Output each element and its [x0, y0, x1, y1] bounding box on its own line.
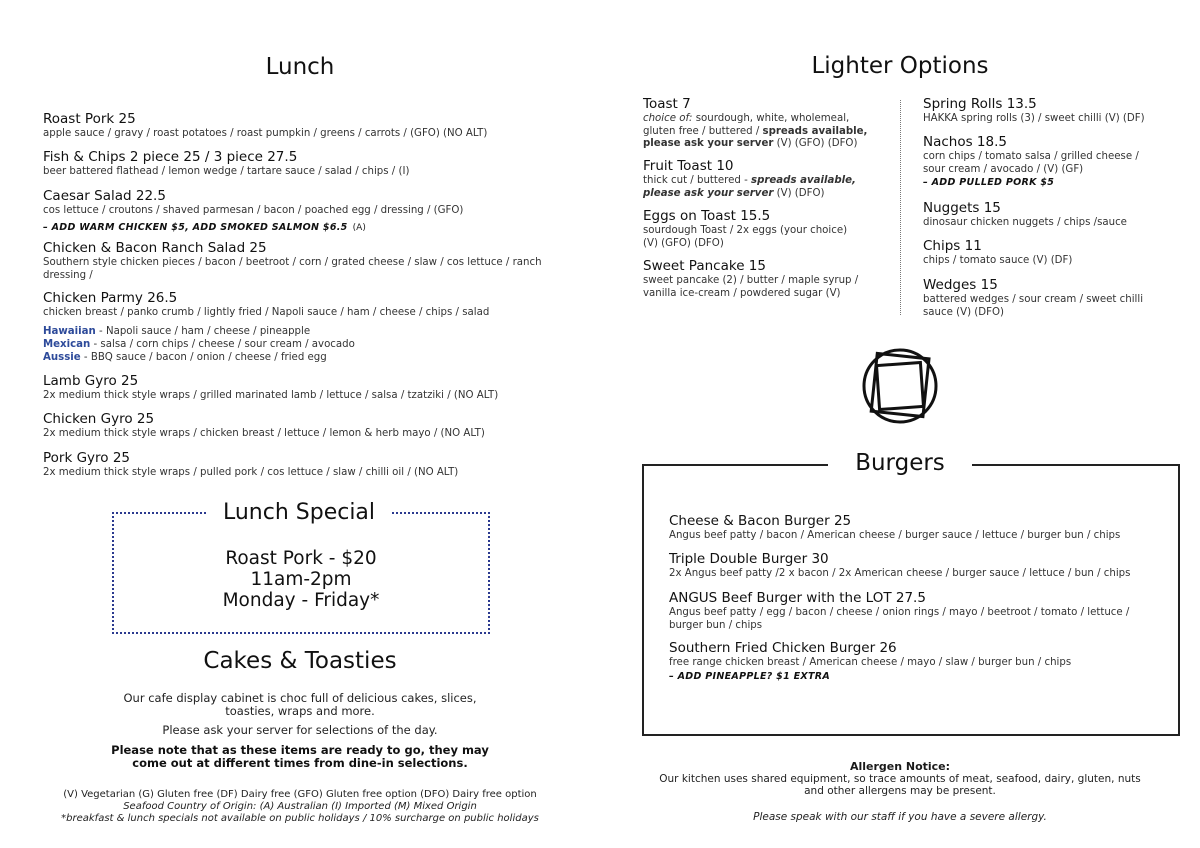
item-desc: chips / tomato sauce (V) (DF): [923, 255, 1073, 266]
item-desc: choice of: sourdough, white, wholemeal, gluten free / buttered / spreads available, please ask your server (V) (GFO) (DFO): [643, 113, 868, 149]
menu-item-triple-double-burger: [669, 551, 1149, 581]
cakes-timing-note: Please note that as these items are ready to go, they may come out at different times from dine-in selections.: [111, 743, 489, 770]
special-line-1: Roast Pork - $20: [225, 548, 377, 569]
item-name: ANGUS Beef Burger with the LOT 27.5: [669, 590, 926, 606]
menu-item-fish-chips: [43, 149, 563, 179]
square-in-circle-logo-icon: [858, 344, 942, 428]
allergen-footer: Please speak with our staff if you have a severe allergy.: [753, 811, 1047, 823]
item-desc: dinosaur chicken nuggets / chips /sauce: [923, 217, 1127, 228]
item-name: Chicken & Bacon Ranch Salad 25: [43, 240, 267, 256]
item-name: Southern Fried Chicken Burger 26: [669, 640, 897, 656]
item-name: Lamb Gyro 25: [43, 373, 139, 389]
item-addon-note: – ADD WARM CHICKEN $5, ADD SMOKED SALMON $6.5: [43, 221, 348, 233]
menu-item-toast: [643, 96, 878, 151]
item-name: Spring Rolls 13.5: [923, 96, 1037, 112]
item-name: Chicken Parmy 26.5: [43, 290, 178, 306]
item-tag: (A): [352, 222, 366, 233]
menu-item-chips: [923, 238, 1158, 268]
legend-seafood-origin: Seafood Country of Origin: (A) Australian (I) Imported (M) Mixed Origin: [123, 801, 477, 812]
menu-item-fruit-toast: [643, 158, 878, 200]
item-addon-note: – ADD PULLED PORK $5: [923, 177, 1055, 188]
item-name: Roast Pork 25: [43, 111, 136, 127]
item-desc: 2x medium thick style wraps / grilled marinated lamb / lettuce / salsa / tzatziki / (NO ALT): [43, 390, 499, 401]
menu-item-roast-pork: [43, 111, 563, 141]
item-desc: cos lettuce / croutons / shaved parmesan / bacon / poached egg / dressing / (GFO): [43, 205, 464, 216]
menu-item-cheese-bacon-burger: [669, 513, 1149, 543]
allergen-body: Our kitchen uses shared equipment, so trace amounts of meat, seafood, dairy, gluten, nuts and other allergens may be present.: [659, 773, 1141, 797]
legend-dietary-codes: (V) Vegetarian (G) Gluten free (DF) Dairy free (GFO) Gluten free option (DFO) Dairy free option: [63, 789, 537, 800]
item-name: Chicken Gyro 25: [43, 411, 155, 427]
cakes-title: Cakes & Toasties: [203, 648, 397, 674]
item-addon-note: – ADD PINEAPPLE? $1 EXTRA: [669, 670, 831, 682]
menu-item-nuggets: [923, 200, 1158, 230]
item-desc: battered wedges / sour cream / sweet chilli sauce (V) (DFO): [923, 294, 1144, 318]
menu-item-wedges: [923, 277, 1158, 319]
item-desc: sweet pancake (2) / butter / maple syrup / vanilla ice-cream / powdered sugar (V): [643, 275, 859, 299]
parmy-variants: [43, 325, 543, 364]
burgers-title: Burgers: [828, 450, 972, 476]
menu-item-southern-fried-chicken-burger: [669, 640, 1149, 684]
menu-item-pork-gyro: [43, 450, 563, 480]
item-name: Nachos 18.5: [923, 134, 1007, 150]
item-desc: Angus beef patty / bacon / American cheese / burger sauce / lettuce / burger bun / chips: [669, 530, 1121, 541]
item-tags: (V) (GFO) (DFO): [643, 237, 724, 249]
cakes-ask-server: Please ask your server for selections of the day.: [162, 723, 438, 737]
allergen-notice: [650, 760, 1150, 823]
lunch-title: Lunch: [265, 54, 335, 80]
special-line-2: 11am-2pm: [250, 569, 352, 590]
item-name: Chips 11: [923, 238, 982, 254]
lunch-special-details: [112, 548, 490, 611]
item-name: Eggs on Toast 15.5: [643, 208, 771, 224]
item-desc: Angus beef patty / egg / bacon / cheese / onion rings / mayo / beetroot / tomato / lettuce / burger bun / chips: [669, 607, 1130, 631]
menu-item-angus-lot-burger: [669, 590, 1139, 632]
allergen-title: Allergen Notice:: [849, 760, 951, 773]
variant-hawaiian: Hawaiian - Napoli sauce / ham / cheese / pineapple: [43, 326, 311, 337]
menu-item-nachos: [923, 134, 1158, 190]
menu-item-caesar-salad: [43, 188, 563, 235]
menu-item-eggs-on-toast: [643, 208, 878, 250]
item-desc: sourdough Toast / 2x eggs (your choice): [643, 225, 848, 236]
item-name: Fruit Toast 10: [643, 158, 734, 174]
item-desc: chicken breast / panko crumb / lightly fried / Napoli sauce / ham / cheese / chips / salad: [43, 307, 490, 318]
item-desc: thick cut / buttered - spreads available, please ask your server (V) (DFO): [643, 175, 856, 199]
item-desc: 2x Angus beef patty /2 x bacon / 2x American cheese / burger sauce / lettuce / bun / chips: [669, 568, 1131, 579]
item-desc: corn chips / tomato salsa / grilled cheese / sour cream / avocado / (V) (GF): [923, 151, 1139, 175]
item-desc: apple sauce / gravy / roast potatoes / roast pumpkin / greens / carrots / (GFO) (NO ALT): [43, 128, 488, 139]
menu-item-chicken-gyro: [43, 411, 563, 441]
menu-item-chicken-bacon-ranch: [43, 240, 563, 282]
item-name: Fish & Chips 2 piece 25 / 3 piece 27.5: [43, 149, 298, 165]
item-name: Pork Gyro 25: [43, 450, 131, 466]
menu-item-sweet-pancake: [643, 258, 878, 300]
cakes-desc: Our cafe display cabinet is choc full of delicious cakes, slices, toasties, wraps and more.: [123, 691, 477, 718]
column-divider: [900, 100, 901, 315]
lighter-options-title: Lighter Options: [811, 53, 989, 79]
legend-holiday-note: *breakfast & lunch specials not available on public holidays / 10% surcharge on public holidays: [61, 813, 539, 824]
item-desc: HAKKA spring rolls (3) / sweet chilli (V) (DF): [923, 113, 1145, 124]
item-desc: 2x medium thick style wraps / pulled pork / cos lettuce / slaw / chilli oil / (NO ALT): [43, 467, 459, 478]
item-desc: free range chicken breast / American cheese / mayo / slaw / burger bun / chips: [669, 657, 1072, 668]
item-name: Wedges 15: [923, 277, 998, 293]
special-line-3: Monday - Friday*: [222, 590, 380, 611]
item-name: Caesar Salad 22.5: [43, 188, 166, 204]
item-name: Triple Double Burger 30: [669, 551, 829, 567]
menu-item-lamb-gyro: [43, 373, 563, 403]
item-name: Cheese & Bacon Burger 25: [669, 513, 852, 529]
item-name: Nuggets 15: [923, 200, 1001, 216]
item-name: Toast 7: [643, 96, 691, 112]
variant-aussie: Aussie - BBQ sauce / bacon / onion / cheese / fried egg: [43, 352, 327, 363]
lunch-special-title: Lunch Special: [206, 500, 392, 525]
menu-item-chicken-parmy: [43, 290, 563, 320]
item-name: Sweet Pancake 15: [643, 258, 766, 274]
variant-mexican: Mexican - salsa / corn chips / cheese / sour cream / avocado: [43, 339, 355, 350]
item-desc: beer battered flathead / lemon wedge / tartare sauce / salad / chips / (I): [43, 166, 410, 177]
item-desc: 2x medium thick style wraps / chicken breast / lettuce / lemon & herb mayo / (NO ALT): [43, 428, 485, 439]
dietary-legend: [40, 789, 560, 825]
item-desc: Southern style chicken pieces / bacon / beetroot / corn / grated cheese / slaw / cos lettuce / ranch dressing /: [43, 257, 542, 281]
menu-item-spring-rolls: [923, 96, 1158, 126]
